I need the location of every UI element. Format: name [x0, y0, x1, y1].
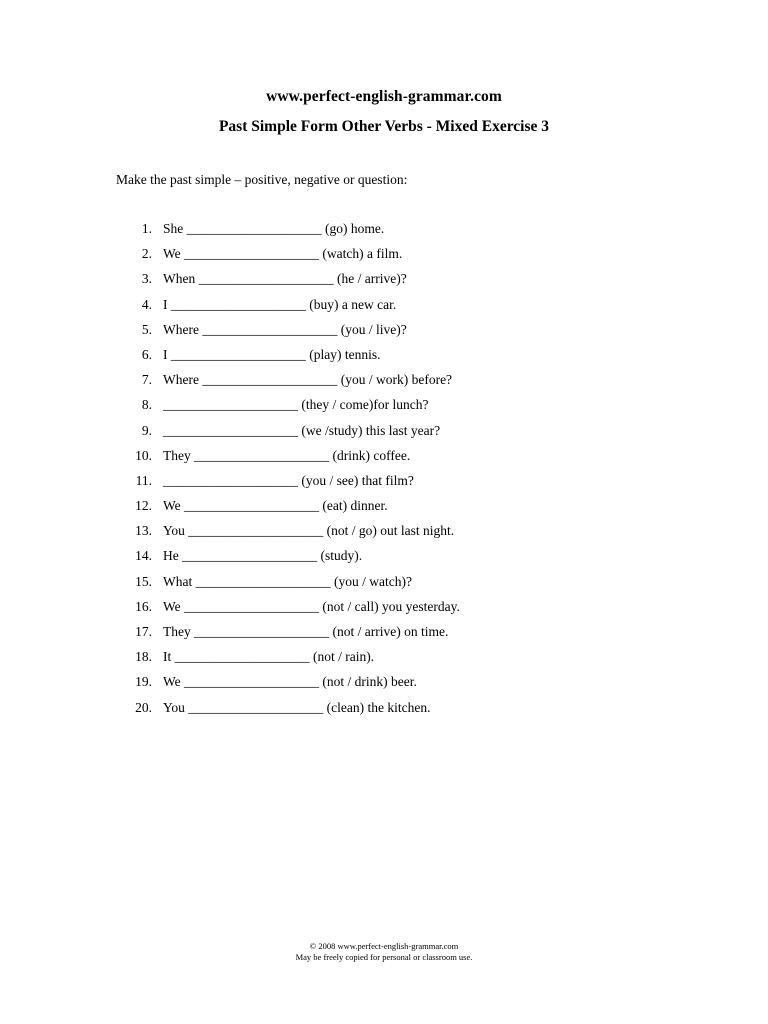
exercise-number: 7. — [141, 372, 152, 388]
exercise-number: 20. — [135, 699, 152, 715]
exercise-text: We ____________________ (watch) a film. — [163, 246, 403, 262]
exercise-number: 16. — [135, 598, 152, 614]
exercise-number: 5. — [141, 321, 152, 337]
exercise-text: When ____________________ (he / arrive)? — [163, 271, 407, 287]
exercise-number: 18. — [135, 649, 152, 665]
exercise-number: 1. — [141, 221, 152, 236]
exercise-text: He ____________________ (study). — [163, 548, 363, 564]
exercise-text: We ____________________ (eat) dinner. — [163, 498, 388, 514]
exercise-number: 17. — [135, 624, 152, 639]
exercise-text: I ____________________ (play) tennis. — [163, 346, 381, 362]
exercise-text: Where ____________________ (you / live)? — [163, 321, 407, 337]
exercise-number: 10. — [135, 447, 152, 463]
exercise-number: 15. — [135, 573, 152, 589]
exercise-text: She ____________________ (go) home. — [163, 221, 385, 236]
exercise-number: 2. — [141, 246, 152, 262]
exercise-number: 11. — [135, 472, 152, 488]
exercise-number: 19. — [135, 674, 152, 690]
exercise-text: ____________________ (they / come)for lunch? — [163, 397, 429, 413]
exercise-text: You ____________________ (clean) the kitchen. — [163, 699, 431, 715]
footer — [0, 941, 768, 963]
exercise-text: Where ____________________ (you / work) before? — [163, 372, 453, 388]
exercise-text: We ____________________ (not / call) you yesterday. — [163, 598, 460, 614]
exercise-text: We ____________________ (not / drink) beer. — [163, 674, 417, 690]
exercise-number: 13. — [135, 523, 152, 539]
instruction-text: Make the past simple – positive, negative or question: — [116, 172, 408, 187]
exercise-number: 12. — [135, 498, 152, 514]
exercise-text: It ____________________ (not / rain). — [163, 649, 375, 665]
exercise-text: They ____________________ (not / arrive) on time. — [163, 624, 449, 639]
exercise-text: They ____________________ (drink) coffee. — [163, 447, 411, 463]
exercise-number: 6. — [141, 346, 152, 362]
exercise-number: 8. — [141, 397, 152, 413]
exercise-number: 3. — [141, 271, 152, 287]
site-title: www.perfect-english-grammar.com — [266, 88, 502, 105]
page-title: Past Simple Form Other Verbs - Mixed Exercise 3 — [218, 118, 550, 135]
footer-license: May be freely copied for personal or classroom use. — [295, 952, 473, 962]
footer-copyright: © 2008 www.perfect-english-grammar.com — [309, 941, 459, 951]
exercise-text: What ____________________ (you / watch)? — [163, 573, 412, 589]
exercise-text: I ____________________ (buy) a new car. — [163, 296, 397, 312]
exercise-text: ____________________ (you / see) that film? — [163, 472, 414, 488]
exercise-text: You ____________________ (not / go) out last night. — [163, 523, 455, 539]
exercise-text: ____________________ (we /study) this last year? — [163, 422, 441, 438]
exercise-number: 4. — [141, 296, 152, 312]
exercise-number: 14. — [135, 548, 152, 564]
exercise-number: 9. — [141, 422, 152, 438]
